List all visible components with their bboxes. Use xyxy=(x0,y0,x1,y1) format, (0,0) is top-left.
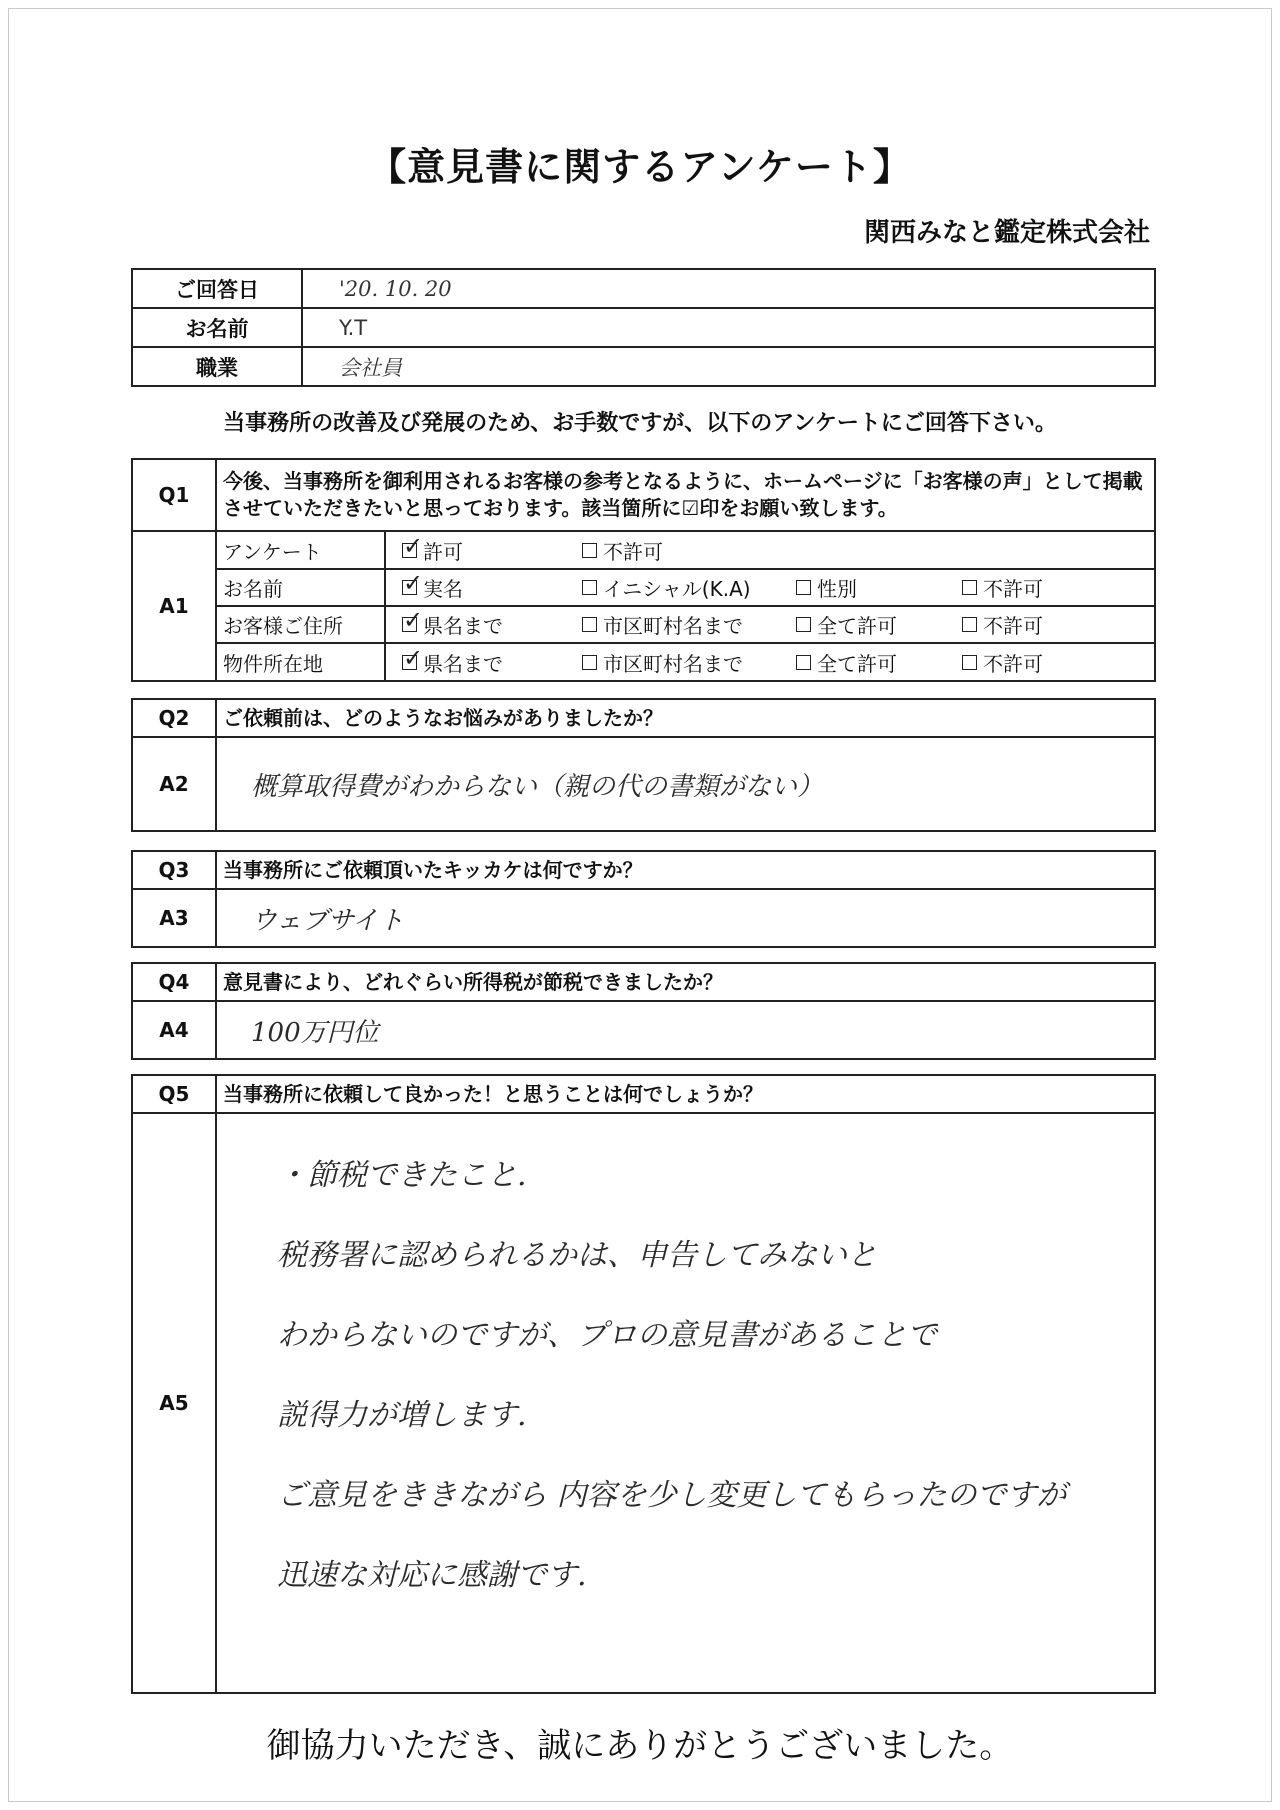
q1-table xyxy=(131,458,1156,682)
a2-number: A2 xyxy=(132,737,216,831)
a5-answer xyxy=(216,1113,1155,1693)
a5-number: A5 xyxy=(132,1113,216,1693)
q5-number: Q5 xyxy=(132,1075,216,1113)
q4-text: 意見書により、どれぐらい所得税が節税できましたか？ xyxy=(216,963,1155,1001)
checkbox-option[interactable]: ✓ 実名 xyxy=(402,573,582,602)
q2-text: ご依頼前は、どのようなお悩みがありましたか？ xyxy=(216,699,1155,737)
checkbox-option[interactable]: 不許可 xyxy=(962,573,1154,602)
checkbox-option[interactable]: ✓ 県名まで xyxy=(402,648,582,677)
a1-options-table xyxy=(217,532,1154,680)
checkbox-checked-icon xyxy=(402,580,417,595)
a5-line: 迅速な対応に感謝です. xyxy=(277,1558,587,1593)
a4-number: A4 xyxy=(132,1001,216,1059)
a3-answer: ウェブサイト xyxy=(216,889,1155,947)
checkbox-checked-icon xyxy=(402,617,417,632)
a1-number: A1 xyxy=(132,531,216,681)
a1-row xyxy=(217,569,1154,606)
q4-number: Q4 xyxy=(132,963,216,1001)
a1-row xyxy=(217,606,1154,643)
checkbox-option[interactable]: 不許可 xyxy=(962,610,1154,639)
a3-number: A3 xyxy=(132,889,216,947)
checkbox-option[interactable]: 不許可 xyxy=(962,648,1154,677)
a5-line: ご意見をききながら 内容を少し変更してもらったのですが xyxy=(277,1478,1067,1513)
a5-line: わからないのですが、プロの意見書があることで xyxy=(277,1318,937,1353)
company-name: 関西みなと鑑定株式会社 xyxy=(863,218,1150,248)
q3-number: Q3 xyxy=(132,851,216,889)
job-label: 職業 xyxy=(132,347,302,386)
a1-row-label: アンケート xyxy=(217,532,385,569)
checkbox-empty-icon xyxy=(962,617,977,632)
checkbox-empty-icon xyxy=(962,580,977,595)
name-label: お名前 xyxy=(132,308,302,347)
respondent-info-table xyxy=(131,268,1156,387)
checkbox-option[interactable]: 市区町村名まで xyxy=(582,648,796,677)
a1-row xyxy=(217,532,1154,569)
name-value: Y.T xyxy=(302,308,1155,347)
checkbox-empty-icon xyxy=(796,655,811,670)
a1-row-label: お名前 xyxy=(217,569,385,606)
q2-number: Q2 xyxy=(132,699,216,737)
checkbox-empty-icon xyxy=(796,617,811,632)
a4-answer: 100万円位 xyxy=(216,1001,1155,1059)
checkbox-option[interactable]: ✓ 県名まで xyxy=(402,610,582,639)
checkbox-empty-icon xyxy=(582,543,597,558)
checkbox-option[interactable]: 市区町村名まで xyxy=(582,610,796,639)
a1-cell xyxy=(216,531,1155,681)
checkbox-option[interactable]: 性別 xyxy=(796,573,962,602)
closing-message: 御協力いただき、誠にありがとうございました。 xyxy=(266,1726,1014,1766)
checkbox-option[interactable]: 不許可 xyxy=(582,536,796,565)
a2-answer: 概算取得費がわからない（親の代の書類がない） xyxy=(216,737,1155,831)
checkbox-option[interactable]: 全て許可 xyxy=(796,610,962,639)
q2-table xyxy=(131,698,1156,832)
q5-text: 当事務所に依頼して良かった！と思うことは何でしょうか？ xyxy=(216,1075,1155,1113)
a1-row-label: お客様ご住所 xyxy=(217,606,385,643)
q1-number: Q1 xyxy=(132,459,216,531)
checkbox-option[interactable]: ✓ 許可 xyxy=(402,536,582,565)
checkbox-option[interactable]: イニシャル(K.A) xyxy=(582,573,796,602)
checkbox-checked-icon xyxy=(402,655,417,670)
a5-line: ・節税できたこと. xyxy=(277,1158,527,1193)
a5-line: 説得力が増します. xyxy=(277,1398,527,1433)
checkbox-option[interactable]: 全て許可 xyxy=(796,648,962,677)
checkbox-empty-icon xyxy=(582,617,597,632)
a1-row-label: 物件所在地 xyxy=(217,643,385,680)
q3-text: 当事務所にご依頼頂いたキッカケは何ですか？ xyxy=(216,851,1155,889)
q3-table xyxy=(131,850,1156,948)
date-value: '20. 10. 20 xyxy=(302,269,1155,308)
a1-row xyxy=(217,643,1154,680)
q4-table xyxy=(131,962,1156,1060)
checkbox-empty-icon xyxy=(582,655,597,670)
checkbox-checked-icon xyxy=(402,543,417,558)
q5-table xyxy=(131,1074,1156,1694)
page-title: 【意見書に関するアンケート】 xyxy=(368,145,912,189)
intro-text: 当事務所の改善及び発展のため、お手数ですが、以下のアンケートにご回答下さい。 xyxy=(223,411,1057,436)
job-value: 会社員 xyxy=(302,347,1155,386)
checkbox-empty-icon xyxy=(962,655,977,670)
date-label: ご回答日 xyxy=(132,269,302,308)
a5-line: 税務署に認められるかは、申告してみないと xyxy=(277,1238,877,1273)
q1-text: 今後、当事務所を御利用されるお客様の参考となるように、ホームページに「お客様の声」として掲載させていただきたいと思っております。該当箇所に☑印をお願い致します。 xyxy=(216,459,1155,531)
checkbox-empty-icon xyxy=(796,580,811,595)
checkbox-empty-icon xyxy=(582,580,597,595)
